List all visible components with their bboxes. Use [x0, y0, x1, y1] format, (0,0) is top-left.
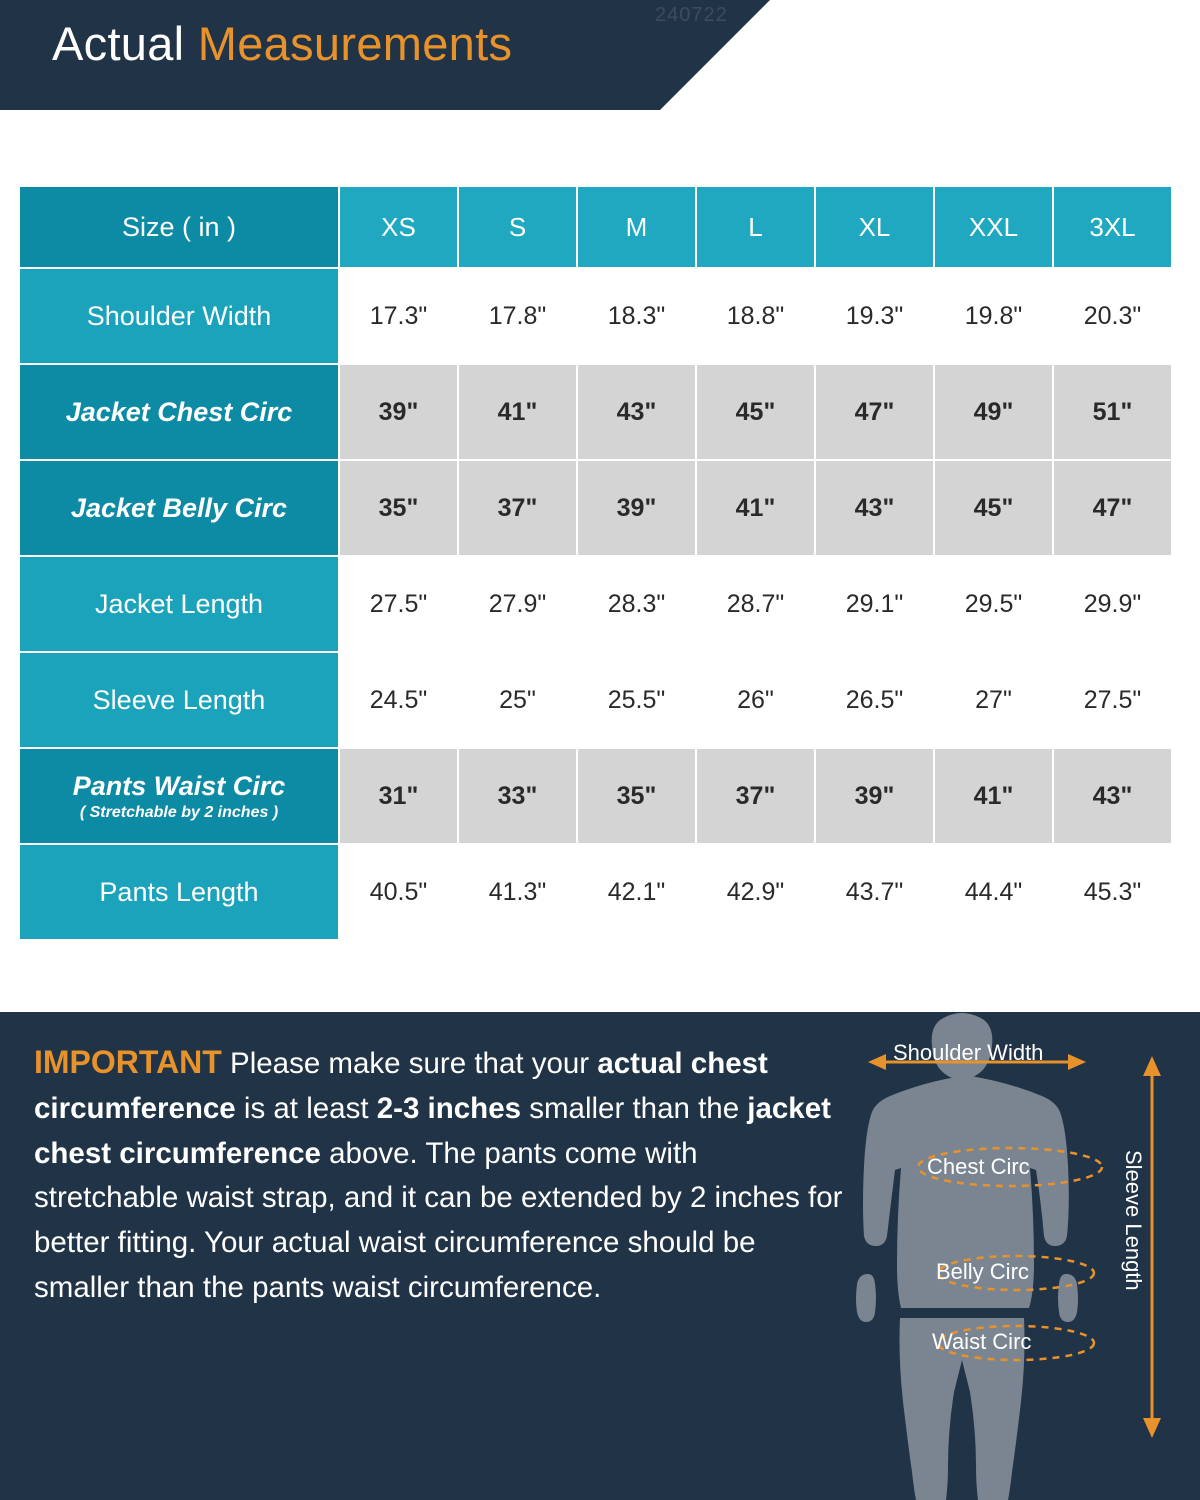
cell: 45.3": [1053, 844, 1172, 940]
cell: 45": [696, 364, 815, 460]
table-row: [19, 268, 1172, 364]
column-header-xl: XL: [815, 186, 934, 268]
column-header-l: L: [696, 186, 815, 268]
note-text-2: is at least: [235, 1091, 377, 1125]
cell: 44.4": [934, 844, 1053, 940]
row-label-subtext: ( Stretchable by 2 inches ): [79, 803, 279, 821]
cell: 43": [577, 364, 696, 460]
cell: 47": [1053, 460, 1172, 556]
cell: 43": [1053, 748, 1172, 844]
cell: 41.3": [458, 844, 577, 940]
cell: 33": [458, 748, 577, 844]
row-label: Pants Length: [19, 844, 339, 940]
watermark: 240722: [655, 4, 728, 26]
column-header-s: S: [458, 186, 577, 268]
cell: 24.5": [339, 652, 458, 748]
cell: 31": [339, 748, 458, 844]
row-label: Sleeve Length: [19, 652, 339, 748]
cell: 41": [696, 460, 815, 556]
cell: 35": [577, 748, 696, 844]
row-label: [19, 748, 339, 844]
cell: 18.3": [577, 268, 696, 364]
cell: 19.8": [934, 268, 1053, 364]
cell: 39": [815, 748, 934, 844]
cell: 27.9": [458, 556, 577, 652]
important-keyword: IMPORTANT: [34, 1044, 222, 1080]
row-label: Jacket Chest Circ: [19, 364, 339, 460]
table-row: [19, 556, 1172, 652]
note-bold-2: 2-3 inches: [376, 1091, 522, 1125]
cell: 40.5": [339, 844, 458, 940]
note-bold-1: actual chest circumference: [34, 1047, 768, 1125]
cell: 49": [934, 364, 1053, 460]
measurements-table-area: [0, 110, 1200, 941]
cell: 17.8": [458, 268, 577, 364]
cell: 35": [339, 460, 458, 556]
cell: 29.9": [1053, 556, 1172, 652]
cell: 17.3": [339, 268, 458, 364]
row-label: Shoulder Width: [19, 268, 339, 364]
table-row: [19, 364, 1172, 460]
body-diagram: [820, 1012, 1200, 1500]
important-note-panel: [0, 1012, 1200, 1500]
cell: 42.9": [696, 844, 815, 940]
page-title: [52, 16, 512, 71]
cell: 39": [339, 364, 458, 460]
column-header-xs: XS: [339, 186, 458, 268]
cell: 41": [458, 364, 577, 460]
page-title-part1: Actual: [52, 17, 198, 70]
table-row: [19, 460, 1172, 556]
column-header-xxl: XXL: [934, 186, 1053, 268]
cell: 28.7": [696, 556, 815, 652]
cell: 26.5": [815, 652, 934, 748]
cell: 27": [934, 652, 1053, 748]
note-bold-3: jacket chest circumference: [34, 1091, 831, 1170]
row-label: Jacket Belly Circ: [19, 460, 339, 556]
cell: 19.3": [815, 268, 934, 364]
important-note-text: [34, 1038, 844, 1311]
cell: 18.8": [696, 268, 815, 364]
cell: 39": [577, 460, 696, 556]
cell: 29.5": [934, 556, 1053, 652]
sleeve-length-label: Sleeve Length: [1121, 1150, 1146, 1291]
page-title-part2: Measurements: [197, 17, 513, 70]
waist-circ-label: Waist Circ: [932, 1329, 1032, 1354]
note-text-1: Please make sure that your: [221, 1047, 598, 1080]
column-header-size: Size ( in ): [19, 186, 339, 268]
cell: 26": [696, 652, 815, 748]
column-header-m: M: [577, 186, 696, 268]
cell: 37": [696, 748, 815, 844]
row-label: Jacket Length: [19, 556, 339, 652]
cell: 43.7": [815, 844, 934, 940]
cell: 51": [1053, 364, 1172, 460]
cell: 25.5": [577, 652, 696, 748]
belly-circ-label: Belly Circ: [936, 1259, 1029, 1284]
cell: 47": [815, 364, 934, 460]
cell: 45": [934, 460, 1053, 556]
cell: 43": [815, 460, 934, 556]
table-header-row: [19, 186, 1172, 268]
header: [0, 0, 1200, 110]
cell: 37": [458, 460, 577, 556]
table-row: [19, 652, 1172, 748]
cell: 41": [934, 748, 1053, 844]
cell: 25": [458, 652, 577, 748]
cell: 28.3": [577, 556, 696, 652]
row-label-text: Pants Waist Circ: [72, 770, 286, 801]
table-row: [19, 844, 1172, 940]
cell: 29.1": [815, 556, 934, 652]
note-text-4: above. The pants come with stretchable waist strap, and it can be extended by 2 inches for better fitting. Your actual waist circumference should be smaller than the pants waist circumference.: [34, 1136, 843, 1305]
column-header-3xl: 3XL: [1053, 186, 1172, 268]
cell: 27.5": [339, 556, 458, 652]
chest-circ-label: Chest Circ: [927, 1154, 1030, 1179]
table-row: [19, 748, 1172, 844]
cell: 42.1": [577, 844, 696, 940]
shoulder-width-label: Shoulder Width: [893, 1040, 1044, 1065]
measurements-table: [18, 185, 1173, 941]
note-text-3: smaller than the: [521, 1091, 748, 1125]
cell: 20.3": [1053, 268, 1172, 364]
cell: 27.5": [1053, 652, 1172, 748]
